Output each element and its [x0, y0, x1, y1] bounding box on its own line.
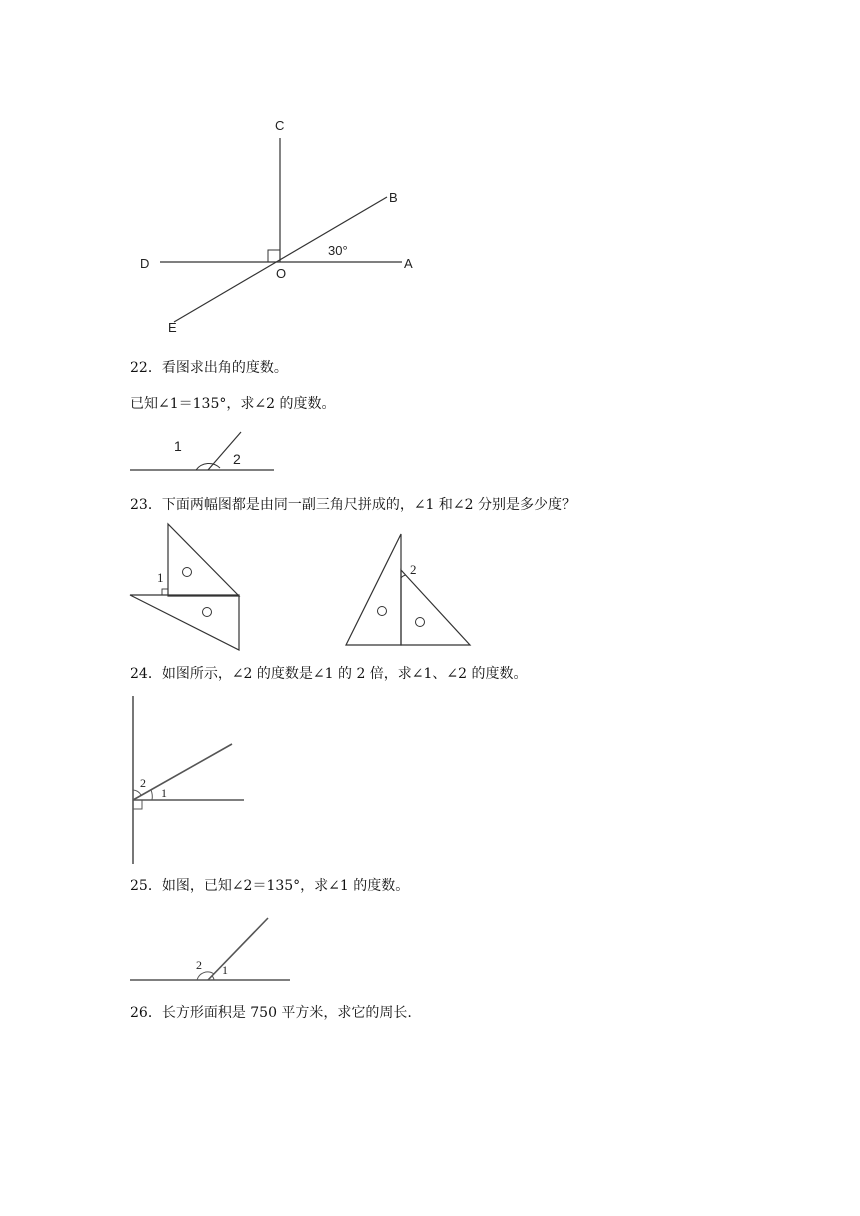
q22-figure — [128, 428, 278, 476]
q25-figure — [126, 912, 296, 988]
q23-figure-right — [344, 530, 474, 650]
q24-label-1: 1 — [161, 786, 167, 800]
q22-label-1: 1 — [174, 438, 182, 454]
q26-title: 26．长方形面积是 750 平方米，求它的周长. — [130, 1005, 412, 1021]
label-e: E — [168, 320, 177, 335]
q24-angle-2-arc — [133, 790, 141, 795]
q25-title: 25．如图，已知∠2＝135°，求∠1 的度数。 — [130, 878, 410, 894]
q24-title: 24．如图所示，∠2 的度数是∠1 的 2 倍，求∠1、∠2 的度数。 — [130, 666, 528, 682]
q24-figure — [126, 692, 250, 868]
label-d: D — [140, 256, 150, 271]
q23-right-triangle-short — [401, 570, 470, 645]
intersecting-lines-figure — [130, 110, 430, 340]
q25-ray — [208, 918, 268, 980]
q25-label-2: 2 — [196, 958, 202, 972]
q23-left-hole-bottom — [203, 608, 212, 617]
q23-left-right-angle-mark — [162, 589, 168, 595]
q23-right-hole-left — [378, 607, 387, 616]
q23-left-triangle-top — [168, 524, 239, 596]
q24-slanted-ray — [133, 744, 232, 800]
q23-title: 23．下面两幅图都是由同一副三角尺拼成的，∠1 和∠2 分别是多少度？ — [130, 497, 576, 513]
q23-figure-left — [128, 520, 244, 656]
label-b: B — [389, 190, 398, 205]
q23-right-label-2: 2 — [410, 562, 417, 577]
q23-right-hole-right — [416, 618, 425, 627]
q23-left-triangle-bottom — [130, 595, 239, 650]
q24-label-2: 2 — [140, 776, 146, 790]
label-a: A — [404, 256, 413, 271]
q23-right-angle-arc — [401, 575, 406, 578]
q22-title: 22．看图求出角的度数。 — [130, 360, 288, 376]
q23-left-label-1: 1 — [157, 570, 164, 585]
q25-label-1: 1 — [222, 963, 228, 977]
label-c: C — [275, 118, 285, 133]
q23-left-hole-top — [183, 568, 192, 577]
label-o: O — [276, 266, 287, 281]
q22-angle-arc — [196, 463, 220, 470]
q22-label-2: 2 — [233, 451, 241, 467]
angle-30-label: 30° — [328, 243, 348, 258]
q23-right-triangle-tall — [346, 534, 401, 645]
q22-given: 已知∠1＝135°，求∠2 的度数。 — [130, 396, 336, 412]
q24-right-angle-mark — [133, 800, 142, 809]
q24-angle-1-arc — [151, 790, 152, 800]
